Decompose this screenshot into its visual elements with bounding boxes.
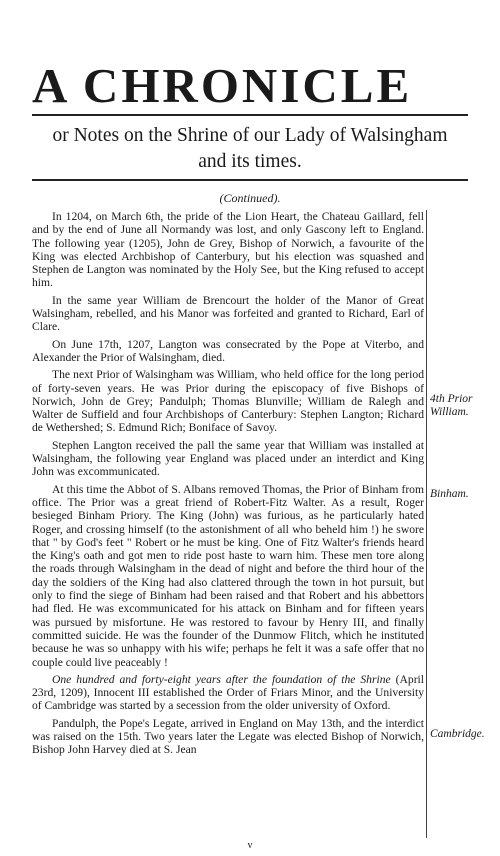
paragraph-7-rest: (April 23rd, 1209), Innocent III established the Order of Friars Minor, and the University of Cambridge was started by a secession from the older university of Oxford. [32, 672, 424, 713]
subtitle-line-2: and its times. [198, 151, 302, 172]
paragraph-7 [32, 673, 424, 713]
page-title: A CHRONICLE [32, 58, 413, 113]
paragraph-5: Stephen Langton received the pall the same year that William was installed at Walsingham, the following year England was placed under an interdict and King John was excommunicated. [32, 438, 424, 479]
subtitle-line-1: or Notes on the Shrine of our Lady of Walsingham [52, 125, 448, 146]
title-rule [32, 114, 468, 116]
page-number: v [247, 840, 253, 851]
paragraph-7-italic: One hundred and forty-eight years after the foundation of the Shrine [52, 672, 391, 686]
paragraph-4: The next Prior of Walsingham was William, who held office for the long period of forty-seven years. He was Prior during the episcopacy of five Bishops of Norwich, John de Grey; Pandulph; Thomas Blunville; William de Ralegh and Walter de Suffield and four Archbishops of Canterbury: Stephen Langton; Richard de Wethershed; S. Edmund Rich; Boniface of Savoy. [32, 368, 424, 435]
paragraph-6: At this time the Abbot of S. Albans removed Thomas, the Prior of Binham from office. The Prior was a great friend of Robert-Fitz Walter. As a result, Roger besieged Binham Priory. The King (John) was furious, as he particularly hated Roger, and crossing himself (to the astonishment of all who beheld him !) he swore that " by God's feet " Robert or he must be king. One of Fitz Walter's friends heard the King's oath and got men to ride post haste to warn him. These men tore along the roads through Walsingham in the dead of night and before the third hour of the day the soldiers of the King had also clattered through the town in hot pursuit, but only to find the siege of Binham had been raised and that Robert and his abbettors had fled. He was excommunicated for his attack on Binham and for fifteen years was pursued by misfortune. He was restored to favour by Henry III, and finally committed suicide. He was the founder of the Dunmow Flitch, which he instituted because he was so unhappy with his wife; perhaps he felt it was a safe offer that no couple could live peaceably ! [32, 482, 424, 669]
subtitle-rule [32, 179, 468, 181]
margin-note-binham: Binham. [430, 488, 469, 500]
margin-note-prior: 4th Prior William. [430, 393, 473, 418]
paragraph-1: In 1204, on March 6th, the pride of the Lion Heart, the Chateau Gaillard, fell and by the end of June all Normandy was lost, and only Gascony left to England. The following year (1205), John de Grey, Bishop of Norwich, a favourite of the King was elected Archbishop of Canterbury, but his election was squashed and Stephen de Langton was nominated by the Holy See, but the King refused to accept him. [32, 210, 424, 290]
paragraph-2: In the same year William de Brencourt the holder of the Manor of Great Walsingham, rebelled, and his Manor was forfeited and granted to Richard, Earl of Clare. [32, 293, 424, 334]
paragraph-8: Pandulph, the Pope's Legate, arrived in England on May 13th, and the interdict was raised on the 15th. Two years later the Legate was elected Bishop of Norwich, Bishop John Harvey died at S. Jean [32, 716, 424, 757]
body-text [32, 210, 424, 761]
margin-note-cambridge: Cambridge. [430, 728, 485, 740]
margin-rule [426, 210, 427, 838]
paragraph-3: On June 17th, 1207, Langton was consecrated by the Pope at Viterbo, and Alexander the Prior of Walsingham, died. [32, 337, 424, 364]
subtitle [32, 123, 468, 175]
continued-note: (Continued). [219, 191, 281, 205]
